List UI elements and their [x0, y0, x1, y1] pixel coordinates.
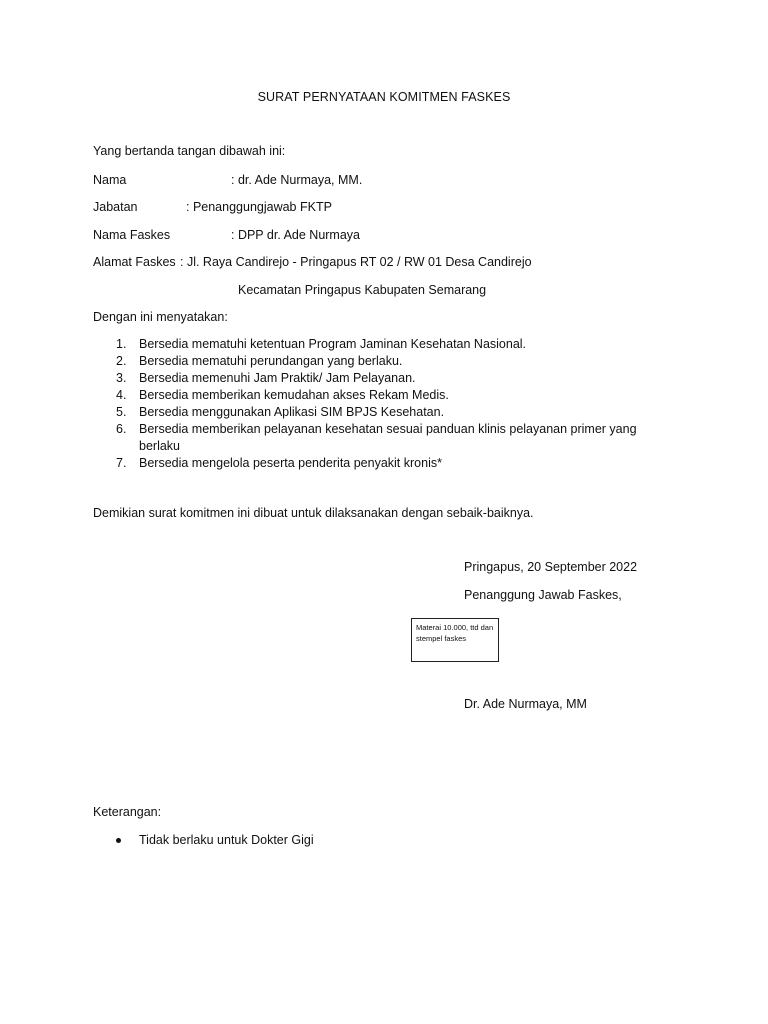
statement-text: Bersedia memberikan kemudahan akses Rekam Medis. — [139, 388, 449, 402]
field-alamat-faskes-value: : Jl. Raya Candirejo - Pringapus RT 02 / RW 01 Desa Candirejo — [180, 255, 532, 269]
signature-role: Penanggung Jawab Faskes, — [464, 588, 622, 602]
statement-number: 2. — [116, 354, 127, 368]
statement-number: 1. — [116, 337, 127, 351]
statement-text: Bersedia memberikan pelayanan kesehatan sesuai panduan klinis pelayanan primer yang berlaku — [139, 422, 637, 453]
closing-text: Demikian surat komitmen ini dibuat untuk dilaksanakan dengan sebaik-baiknya. — [93, 506, 534, 520]
statement-text: Bersedia mematuhi perundangan yang berlaku. — [139, 354, 403, 368]
notes-label: Keterangan: — [93, 805, 162, 819]
statement-list — [116, 336, 676, 472]
statement-number: 3. — [116, 371, 127, 385]
field-nama-label: Nama — [93, 173, 127, 187]
statement-item — [116, 387, 676, 404]
statement-item — [116, 421, 676, 455]
statement-number: 6. — [116, 422, 127, 436]
statement-number: 4. — [116, 388, 127, 402]
field-jabatan-label: Jabatan — [93, 200, 138, 214]
field-alamat-faskes-value-line2: Kecamatan Pringapus Kabupaten Semarang — [238, 283, 487, 297]
statement-number: 5. — [116, 405, 127, 419]
notes-item-text: Tidak berlaku untuk Dokter Gigi — [139, 833, 314, 847]
field-alamat-faskes-label: Alamat Faskes — [93, 255, 176, 269]
field-jabatan-value: : Penanggungjawab FKTP — [186, 200, 332, 214]
statement-text: Bersedia memenuhi Jam Praktik/ Jam Pelayanan. — [139, 371, 416, 385]
signature-place-date: Pringapus, 20 September 2022 — [464, 560, 638, 574]
field-nama-faskes-value: : DPP dr. Ade Nurmaya — [231, 228, 360, 242]
intro-text: Yang bertanda tangan dibawah ini: — [93, 144, 286, 158]
signer-name: Dr. Ade Nurmaya, MM — [464, 697, 587, 711]
materai-stamp-box — [411, 618, 499, 662]
field-nama-value: : dr. Ade Nurmaya, MM. — [231, 173, 363, 187]
materai-note: Materai 10.000, ttd dan stempel faskes — [416, 623, 494, 643]
statement-item — [116, 353, 676, 370]
statement-text: Bersedia menggunakan Aplikasi SIM BPJS Kesehatan. — [139, 405, 445, 419]
bullet-icon — [116, 838, 121, 843]
statement-number: 7. — [116, 456, 127, 470]
statement-intro: Dengan ini menyatakan: — [93, 310, 228, 324]
statement-item — [116, 404, 676, 421]
statement-text: Bersedia mengelola peserta penderita penyakit kronis* — [139, 456, 442, 470]
statement-text: Bersedia mematuhi ketentuan Program Jaminan Kesehatan Nasional. — [139, 337, 527, 351]
document-title: SURAT PERNYATAAN KOMITMEN FASKES — [257, 90, 511, 104]
statement-item — [116, 455, 676, 472]
field-nama-faskes-label: Nama Faskes — [93, 228, 171, 242]
statement-item — [116, 336, 676, 353]
statement-item — [116, 370, 676, 387]
